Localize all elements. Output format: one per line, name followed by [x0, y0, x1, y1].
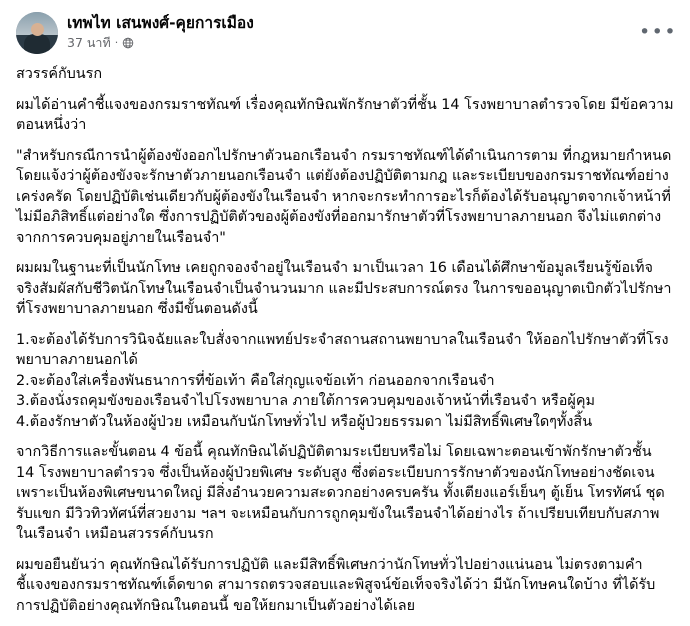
post-paragraph: 3.ต้องนั่งรถคุมขังของเรือนจำไปโรงพยาบาล ภายใต้การควบคุมของเจ้าหน้าที่เรือนจำ หรือผู้คุม: [16, 393, 595, 409]
avatar-person-body: [24, 34, 50, 54]
post-author-name[interactable]: เทพไท เสนพงศ์-คุยการเมือง: [67, 14, 254, 32]
post-paragraph: 1.จะต้องได้รับการวินิจฉัยและใบสั่งจากแพทย์ประจำสถานสถานพยาบาลในเรือนจำ ให้ออกไปรักษาตัวที่โรงพยาบาลภายนอกได้: [16, 331, 669, 368]
post-paragraph: "สำหรับกรณีการนำผู้ต้องขังออกไปรักษาตัวนอกเรือนจำ กรมราชทัณฑ์ได้ดำเนินการตาม ที่กฎหมายกำหนดโดยแจ้งว่าผู้ต้องขังจะรักษาตัวภายนอกเรือนจำ แต่ยังต้องปฏิบัติตามกฎ และระเบียบของกรมราชทัณฑ์อย่างเคร่งครัด โดยปฏิบัติเช่นเดียวกับผู้ต้องขังในเรือนจำ หากจะกระทำการอะไรก็ต้องได้รับอนุญาตจากเจ้าหน้าที่ไม่มีอภิสิทธิ์แต่อย่างใด ซึ่งการปฏิบัติตัวของผู้ต้องขังที่ออกมารักษาตัวที่โรงพยาบาลภายนอก จึงไม่แตกต่างจากการควบคุมอยู่ภายในเรือนจำ": [16, 147, 672, 246]
post-timestamp[interactable]: 37 นาที: [67, 35, 111, 50]
more-options-icon[interactable]: •••: [638, 20, 678, 43]
post-header: [16, 10, 678, 60]
meta-separator-dot: ·: [114, 36, 119, 49]
post-body: [16, 60, 674, 626]
post-paragraph: ผมผมในฐานะที่เป็นนักโทษ เคยถูกจองจำอยู่ในเรือนจำ มาเป็นเวลา 16 เดือนได้ศึกษาข้อมูลเรียนรู้ข้อเท็จจริงสัมผัสกับชีวิตนักโทษในเรือนจำเป็นจำนวนมาก และมีประสบการณ์ตรง ในการขออนุญาตเบิกตัวไปรักษา ที่โรงพยาบาลภายนอก ซึ่งมีขั้นตอนดังนี้: [16, 260, 672, 317]
author-block: [67, 12, 254, 51]
post-paragraph: จากวิธีการและขั้นตอน 4 ข้อนี้ คุณทักษิณได้ปฏิบัติตามระเบียบหรือไม่ โดยเฉพาะตอนเข้าพักรักษาตัวชั้น 14 โรงพยาบาลตำรวจ ซึ่งเป็นห้องผู้ป่วยพิเศษ ระดับสูง ซึ่งต่อระเบียบการรักษาตัวของนักโทษอย่างชัดเจน เพราะเป็นห้องพิเศษขนาดใหญ่ มีสิ่งอำนวยความสะดวกอย่างครบครัน ทั้งเตียงแอร์เย็นๆ ตู้เย็น โทรทัศน์ ชุดรับแขก มีวิวทิวทัศน์ที่สวยงาม ฯลฯ จะเหมือนกับการถูกคุมขังในเรือนจำได้อย่างไร ถ้าเปรียบเทียบกับสภาพในเรือนจำ เหมือนสวรรค์กับนรก: [16, 444, 665, 542]
avatar[interactable]: [16, 12, 58, 54]
avatar-person-head: [31, 23, 44, 36]
post-paragraph: 4.ต้องรักษาตัวในห้องผู้ป่วย เหมือนกับนักโทษทั่วไป หรือผู้ป่วยธรรมดา ไม่มีสิทธิ์พิเศษใดๆทั้งสิ้น: [16, 413, 593, 430]
post-paragraph: 2.จะต้องใส่เครื่องพันธนาการที่ข้อเท้า คือใส่กุญแจข้อเท้า ก่อนออกจากเรือนจำ: [16, 372, 495, 389]
post-meta: [67, 34, 254, 51]
globe-icon[interactable]: [122, 37, 134, 49]
post-paragraph: ผมขอยืนยันว่า คุณทักษิณได้รับการปฏิบัติ และมีสิทธิ์พิเศษกว่านักโทษทั่วไปอย่างแน่นอน ไม่ตรงตามคำชี้แจงของกรมราชทัณฑ์เด็ดขาด สามารถตรวจสอบและพิสูจน์ข้อเท็จจริงได้ว่า มีนักโทษคนใดบ้าง ที่ได้รับการปฏิบัติอย่างคุณทักษิณในตอนนี้ ขอให้ยกมาเป็นตัวอย่างได้เลย: [16, 556, 656, 614]
post-paragraph: สวรรค์กับนรก: [16, 66, 103, 82]
post-paragraph: ผมได้อ่านคำชี้แจงของกรมราชทัณฑ์ เรื่องคุณทักษิณพักรักษาตัวที่ชั้น 14 โรงพยาบาลตำรวจโดย มีข้อความตอนหนึ่งว่า: [16, 96, 674, 133]
